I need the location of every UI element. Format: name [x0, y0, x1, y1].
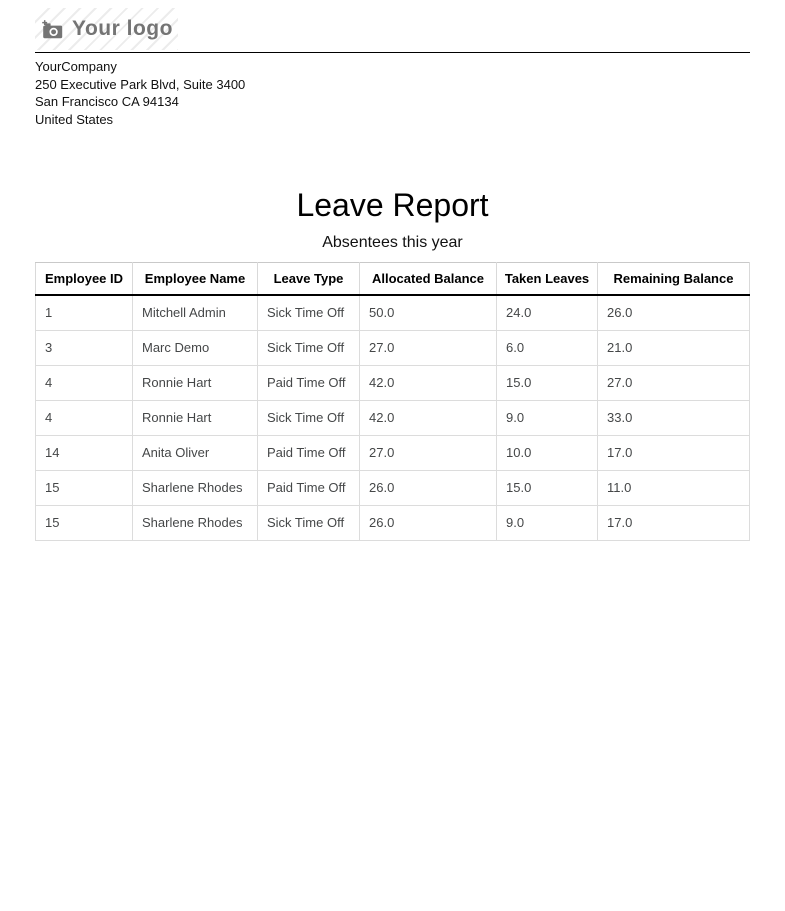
column-header-employee-id: Employee ID — [36, 263, 133, 296]
address-line: 250 Executive Park Blvd, Suite 3400 — [35, 76, 246, 92]
cell-employee-id: 15 — [36, 471, 133, 506]
cell-leave-type: Sick Time Off — [258, 295, 360, 331]
address-line: United States — [35, 111, 114, 127]
table-header-row — [36, 263, 750, 296]
cell-leave-type: Paid Time Off — [258, 471, 360, 506]
cell-employee-id: 4 — [36, 366, 133, 401]
cell-taken-leaves: 9.0 — [497, 401, 598, 436]
cell-taken-leaves: 9.0 — [497, 506, 598, 541]
header-divider — [35, 52, 750, 53]
logo-placeholder — [35, 8, 178, 50]
cell-taken-leaves: 15.0 — [497, 471, 598, 506]
table-row — [36, 436, 750, 471]
cell-employee-name: Sharlene Rhodes — [133, 471, 258, 506]
cell-employee-name: Sharlene Rhodes — [133, 506, 258, 541]
cell-remaining-balance: 17.0 — [598, 436, 750, 471]
cell-employee-id: 14 — [36, 436, 133, 471]
leave-report-table — [35, 262, 750, 541]
table-row — [36, 295, 750, 331]
cell-employee-id: 4 — [36, 401, 133, 436]
cell-remaining-balance: 27.0 — [598, 366, 750, 401]
logo-text: Your logo — [72, 17, 173, 40]
cell-remaining-balance: 11.0 — [598, 471, 750, 506]
cell-allocated-balance: 26.0 — [360, 471, 497, 506]
cell-leave-type: Paid Time Off — [258, 436, 360, 471]
cell-remaining-balance: 21.0 — [598, 331, 750, 366]
column-header-remaining-balance: Remaining Balance — [598, 263, 750, 296]
cell-leave-type: Sick Time Off — [258, 331, 360, 366]
table-row — [36, 506, 750, 541]
table-row — [36, 366, 750, 401]
page-title: Leave Report — [296, 187, 489, 223]
cell-leave-type: Sick Time Off — [258, 401, 360, 436]
column-header-employee-name: Employee Name — [133, 263, 258, 296]
cell-employee-name: Ronnie Hart — [133, 401, 258, 436]
cell-taken-leaves: 10.0 — [497, 436, 598, 471]
cell-employee-name: Marc Demo — [133, 331, 258, 366]
cell-allocated-balance: 27.0 — [360, 436, 497, 471]
cell-allocated-balance: 27.0 — [360, 331, 497, 366]
cell-employee-name: Mitchell Admin — [133, 295, 258, 331]
table-row — [36, 471, 750, 506]
page-subtitle: Absentees this year — [322, 234, 463, 251]
cell-employee-id: 1 — [36, 295, 133, 331]
column-header-leave-type: Leave Type — [258, 263, 360, 296]
cell-leave-type: Paid Time Off — [258, 366, 360, 401]
cell-employee-name: Ronnie Hart — [133, 366, 258, 401]
cell-taken-leaves: 6.0 — [497, 331, 598, 366]
cell-remaining-balance: 26.0 — [598, 295, 750, 331]
column-header-allocated-balance: Allocated Balance — [360, 263, 497, 296]
cell-allocated-balance: 42.0 — [360, 366, 497, 401]
cell-remaining-balance: 33.0 — [598, 401, 750, 436]
company-address — [35, 58, 750, 128]
cell-taken-leaves: 24.0 — [497, 295, 598, 331]
cell-allocated-balance: 26.0 — [360, 506, 497, 541]
address-line: San Francisco CA 94134 — [35, 94, 179, 109]
cell-allocated-balance: 42.0 — [360, 401, 497, 436]
table-row — [36, 331, 750, 366]
report-content — [35, 0, 750, 541]
cell-leave-type: Sick Time Off — [258, 506, 360, 541]
column-header-taken-leaves: Taken Leaves — [497, 263, 598, 296]
cell-employee-name: Anita Oliver — [133, 436, 258, 471]
cell-employee-id: 15 — [36, 506, 133, 541]
cell-employee-id: 3 — [36, 331, 133, 366]
cell-taken-leaves: 15.0 — [497, 366, 598, 401]
cell-remaining-balance: 17.0 — [598, 506, 750, 541]
table-row — [36, 401, 750, 436]
company-name: YourCompany — [35, 59, 117, 74]
camera-plus-icon — [42, 20, 63, 39]
cell-allocated-balance: 50.0 — [360, 295, 497, 331]
